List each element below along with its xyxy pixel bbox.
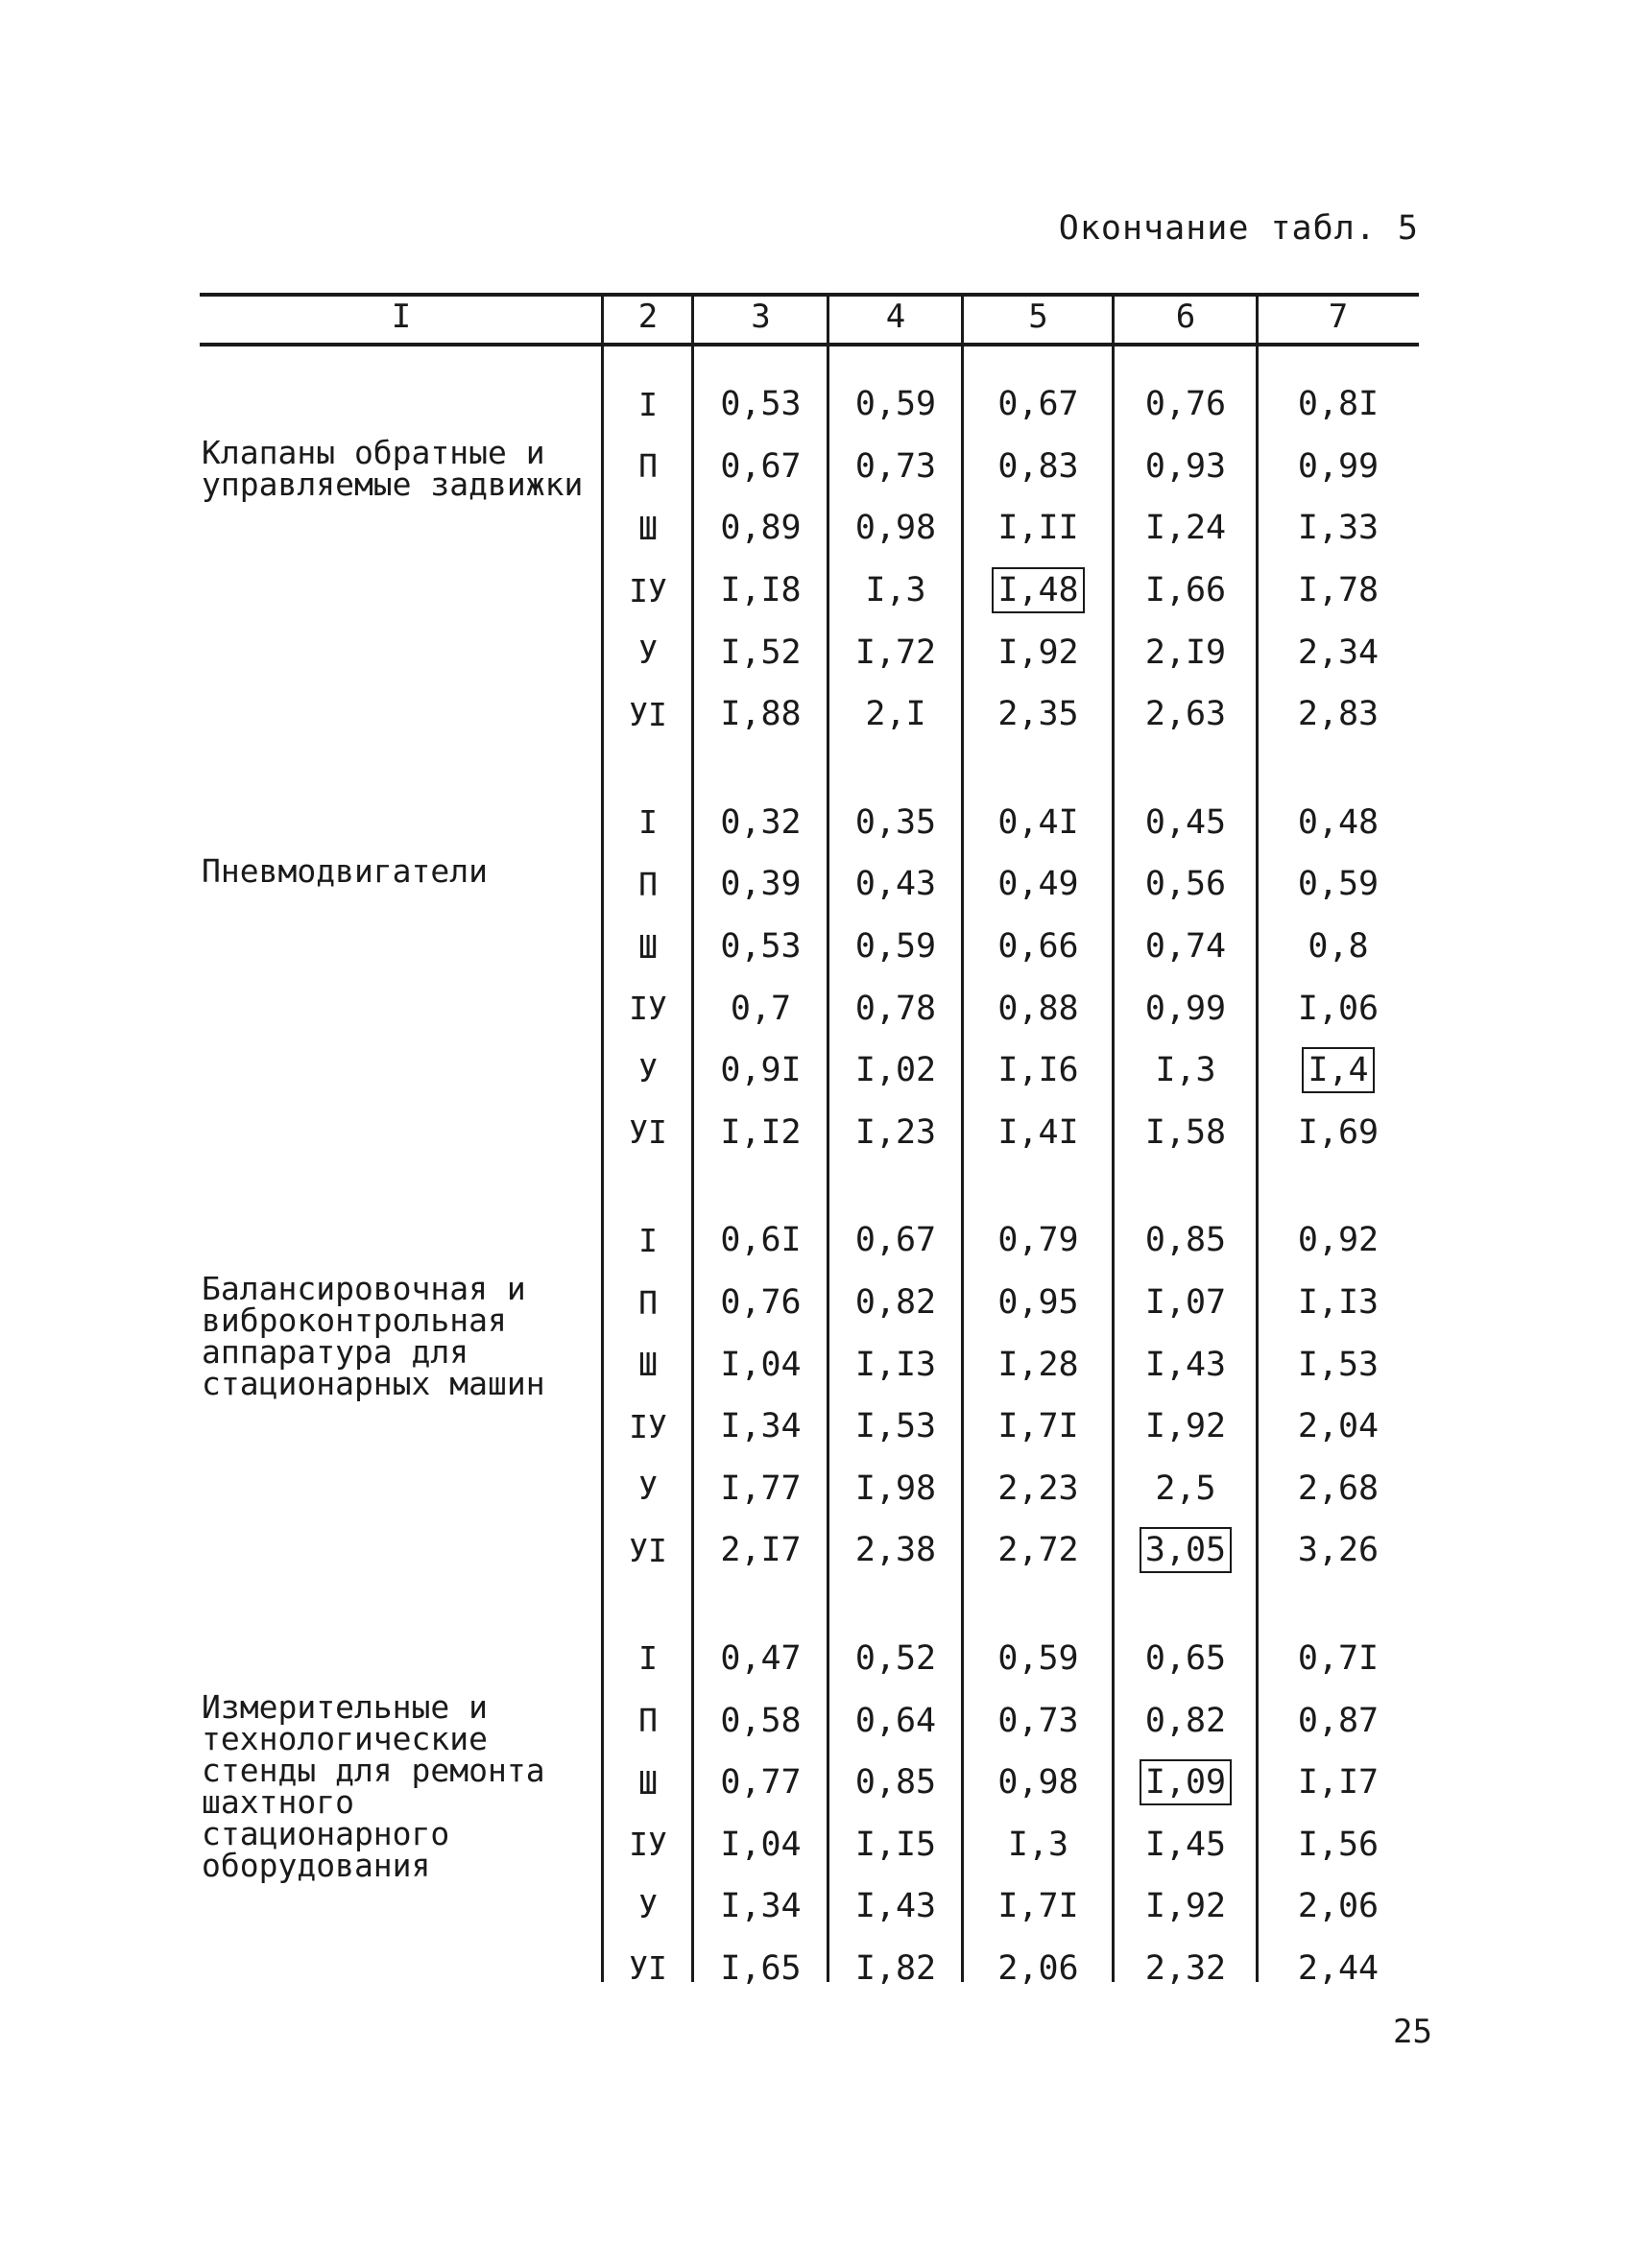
value-cell: 0,53: [720, 927, 802, 967]
class-cell: IУ: [629, 990, 667, 1028]
value-cell: 0,66: [997, 927, 1079, 967]
value-cell: 0,8I: [1297, 385, 1380, 424]
value-cell: 0,98: [997, 1763, 1079, 1802]
class-cell: IУ: [629, 1826, 667, 1864]
class-cell: УI: [629, 1531, 667, 1569]
value-cell: 0,65: [1144, 1638, 1227, 1678]
spacer-row: [200, 746, 1419, 792]
value-cell: [963, 560, 1114, 622]
header-row: [200, 293, 1419, 341]
equipment-name: Пневмодвигатели: [202, 851, 489, 890]
class-cell: Ш: [638, 927, 658, 966]
value-cell: 0,89: [720, 509, 802, 548]
value-cell: I,72: [854, 633, 937, 672]
value-cell: 0,47: [720, 1638, 802, 1678]
class-cell: УI: [629, 1113, 667, 1152]
header-cell: 4: [885, 298, 906, 336]
value-cell: I,II: [997, 509, 1079, 548]
table-row: [200, 1209, 1419, 1272]
value-cell: I,24: [1144, 509, 1227, 548]
value-cell: I,7I: [997, 1887, 1079, 1926]
value-cell: 2,72: [997, 1531, 1079, 1570]
value-cell: 0,53: [720, 385, 802, 424]
value-cell: I,43: [1144, 1345, 1227, 1384]
value-cell: 2,I9: [1144, 633, 1227, 672]
value-cell: 0,58: [720, 1701, 802, 1740]
data-table: [200, 293, 1419, 1988]
value-cell: I,33: [1297, 509, 1380, 548]
value-cell: 2,I7: [720, 1531, 802, 1570]
coefficients-table: [200, 293, 1419, 1999]
value-cell: 0,59: [1297, 865, 1380, 904]
value-cell: 2,63: [1144, 695, 1227, 734]
value-cell: I,7I: [997, 1407, 1079, 1446]
value-cell: I,34: [720, 1887, 802, 1926]
class-cell: П: [638, 447, 658, 486]
value-cell: 0,85: [854, 1763, 937, 1802]
value-cell: 0,99: [1144, 989, 1227, 1028]
class-cell: П: [638, 1283, 658, 1322]
value-cell: 2,35: [997, 695, 1079, 734]
value-cell: 0,78: [854, 989, 937, 1028]
page-number: 25: [1393, 2013, 1432, 2051]
value-cell: 0,59: [854, 927, 937, 967]
value-cell: 0,35: [854, 802, 937, 842]
value-cell: 0,77: [720, 1763, 802, 1802]
value-cell: [1114, 1752, 1258, 1814]
value-cell: 0,74: [1144, 927, 1227, 967]
equipment-name: Измерительные и технологические стенды для ремонта шахтного стационарного оборудования: [202, 1687, 545, 1884]
spacer-row: [200, 341, 1419, 373]
value-cell: I,3: [1007, 1825, 1069, 1864]
class-cell: I: [638, 1221, 658, 1259]
value-cell: 0,88: [997, 989, 1079, 1028]
value-cell: 0,76: [720, 1283, 802, 1323]
value-cell: I,06: [1297, 989, 1380, 1028]
value-cell: 0,49: [997, 865, 1079, 904]
value-cell: I,58: [1144, 1112, 1227, 1152]
value-cell: I,07: [1144, 1283, 1227, 1323]
value-cell: 0,52: [854, 1638, 937, 1678]
value-cell: I,92: [997, 633, 1079, 672]
value-cell: I,92: [1144, 1887, 1227, 1926]
value-cell: I,66: [1144, 571, 1227, 610]
class-cell: I: [638, 803, 658, 842]
value-cell: 0,39: [720, 865, 802, 904]
value-cell: [1114, 1519, 1258, 1582]
value-cell: 0,82: [1144, 1701, 1227, 1740]
value-cell: 2,I: [865, 695, 926, 734]
value-cell: 2,04: [1297, 1407, 1380, 1446]
value-cell: 0,59: [854, 385, 937, 424]
value-cell: 0,7I: [1297, 1638, 1380, 1678]
value-cell: 2,32: [1144, 1948, 1227, 1988]
value-cell: I,02: [854, 1051, 937, 1090]
spacer-row: [200, 1582, 1419, 1628]
value-cell: I,23: [854, 1112, 937, 1152]
value-cell: 0,76: [1144, 385, 1227, 424]
value-cell: 0,87: [1297, 1701, 1380, 1740]
value-cell: I,53: [1297, 1345, 1380, 1384]
class-cell: Ш: [638, 509, 658, 547]
header-cell: 3: [751, 298, 771, 336]
highlighted-value: I,4: [1302, 1047, 1374, 1093]
value-cell: 0,92: [1297, 1221, 1380, 1260]
value-cell: 0,4I: [997, 802, 1079, 842]
value-cell: 2,06: [997, 1948, 1079, 1988]
value-cell: [1258, 1039, 1419, 1102]
value-cell: I,I6: [997, 1051, 1079, 1090]
class-cell: IУ: [629, 571, 667, 609]
value-cell: I,78: [1297, 571, 1380, 610]
value-cell: 0,67: [997, 385, 1079, 424]
value-cell: 0,98: [854, 509, 937, 548]
value-cell: I,I5: [854, 1825, 937, 1864]
equipment-name: Клапаны обратные и управляемые задвижки: [202, 434, 584, 503]
table-row: [200, 1628, 1419, 1690]
highlighted-value: I,09: [1140, 1759, 1232, 1805]
value-cell: 2,06: [1297, 1887, 1380, 1926]
value-cell: 0,56: [1144, 865, 1227, 904]
value-cell: I,I3: [854, 1345, 937, 1384]
highlighted-value: 3,05: [1140, 1527, 1232, 1573]
value-cell: 0,43: [854, 865, 937, 904]
value-cell: 0,79: [997, 1221, 1079, 1260]
value-cell: 0,85: [1144, 1221, 1227, 1260]
value-cell: 0,99: [1297, 446, 1380, 486]
value-cell: 0,48: [1297, 802, 1380, 842]
class-cell: I: [638, 1639, 658, 1678]
value-cell: 3,26: [1297, 1531, 1380, 1570]
value-cell: I,53: [854, 1407, 937, 1446]
table-caption: Окончание табл. 5: [1058, 209, 1419, 248]
class-cell: Ш: [638, 1763, 658, 1802]
value-cell: I,I3: [1297, 1283, 1380, 1323]
equipment-name: Балансировочная и виброконтрольная аппаратура для стационарных машин: [202, 1270, 545, 1403]
value-cell: I,4I: [997, 1112, 1079, 1152]
value-cell: I,88: [720, 695, 802, 734]
value-cell: 0,73: [854, 446, 937, 486]
header-cell: 5: [1028, 298, 1048, 336]
value-cell: 0,67: [720, 446, 802, 486]
class-cell: П: [638, 865, 658, 903]
value-cell: I,52: [720, 633, 802, 672]
value-cell: I,I8: [720, 571, 802, 610]
class-cell: IУ: [629, 1407, 667, 1445]
table-row: [200, 373, 1419, 436]
value-cell: 0,73: [997, 1701, 1079, 1740]
class-cell: Ш: [638, 1346, 658, 1384]
value-cell: I,92: [1144, 1407, 1227, 1446]
value-cell: 0,45: [1144, 802, 1227, 842]
value-cell: I,28: [997, 1345, 1079, 1384]
class-cell: У: [638, 1051, 658, 1089]
value-cell: I,82: [854, 1948, 937, 1988]
value-cell: I,45: [1144, 1825, 1227, 1864]
header-cell: I: [391, 298, 412, 336]
value-cell: I,I2: [720, 1112, 802, 1152]
value-cell: 2,38: [854, 1531, 937, 1570]
value-cell: 2,23: [997, 1468, 1079, 1508]
value-cell: 2,83: [1297, 695, 1380, 734]
class-cell: У: [638, 1887, 658, 1925]
value-cell: 2,34: [1297, 633, 1380, 672]
header-cell: 7: [1328, 298, 1349, 336]
value-cell: 0,82: [854, 1283, 937, 1323]
value-cell: 2,44: [1297, 1948, 1380, 1988]
value-cell: I,69: [1297, 1112, 1380, 1152]
header-cell: 2: [637, 298, 659, 336]
value-cell: 0,64: [854, 1701, 937, 1740]
value-cell: 0,59: [997, 1638, 1079, 1678]
value-cell: I,3: [865, 571, 926, 610]
value-cell: 0,67: [854, 1221, 937, 1260]
class-cell: П: [638, 1702, 658, 1740]
value-cell: I,3: [1155, 1051, 1216, 1090]
value-cell: 0,32: [720, 802, 802, 842]
value-cell: 0,8: [1308, 927, 1369, 967]
value-cell: I,34: [720, 1407, 802, 1446]
value-cell: 2,5: [1155, 1468, 1216, 1508]
value-cell: I,65: [720, 1948, 802, 1988]
table-row: [200, 792, 1419, 854]
value-cell: 0,83: [997, 446, 1079, 486]
class-cell: I: [638, 385, 658, 423]
value-cell: 0,7: [730, 989, 792, 1028]
value-cell: 0,95: [997, 1283, 1079, 1323]
class-cell: УI: [629, 1949, 667, 1988]
class-cell: У: [638, 1469, 658, 1508]
value-cell: I,43: [854, 1887, 937, 1926]
highlighted-value: I,48: [992, 567, 1084, 613]
spacer-row: [200, 1163, 1419, 1209]
value-cell: 0,93: [1144, 446, 1227, 486]
class-cell: У: [638, 633, 658, 672]
value-cell: I,04: [720, 1345, 802, 1384]
header-cell: 6: [1175, 298, 1196, 336]
class-cell: УI: [629, 695, 667, 733]
value-cell: 0,9I: [720, 1051, 802, 1090]
value-cell: I,56: [1297, 1825, 1380, 1864]
value-cell: I,I7: [1297, 1763, 1380, 1802]
value-cell: I,77: [720, 1468, 802, 1508]
value-cell: 0,6I: [720, 1221, 802, 1260]
value-cell: I,98: [854, 1468, 937, 1508]
value-cell: I,04: [720, 1825, 802, 1864]
value-cell: 2,68: [1297, 1468, 1380, 1508]
